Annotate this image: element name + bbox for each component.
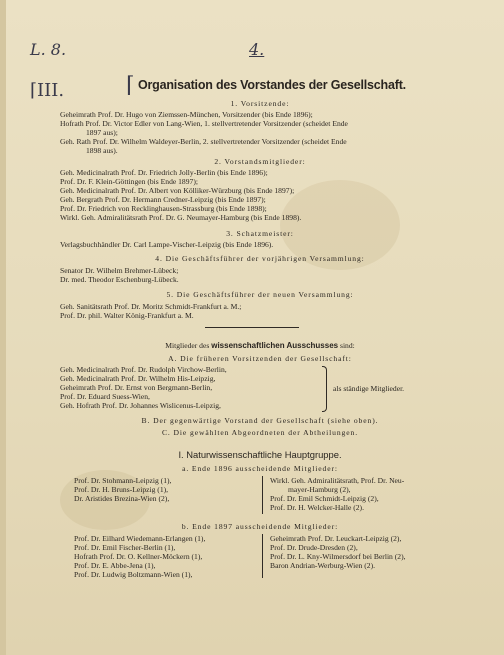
text-line: Geheimrath Prof. Dr. Ernst von Bergmann-Berlin, [60,383,213,393]
column-divider [262,534,263,578]
text-line: Geh. Medicinalrath Prof. Dr. Rudolph Virchow-Berlin, [60,365,227,374]
text-line: Prof. Dr. Stohmann-Leipzig (1), [74,476,172,485]
text-line: Geheimrath Prof. Dr. Leuckart-Leipzig (2), [270,534,402,543]
section-lines-neue [60,302,460,320]
column-divider [262,476,263,514]
text-line: Geh. Rath Prof. Dr. Wilhelm Waldeyer-Berlin, 2. stellvertretender Vorsitzender (scheidet Ende [60,137,347,147]
roman-numeral: III. [37,80,65,101]
group-a-heading: a. Ende 1896 ausscheidende Mitglieder: [182,464,338,473]
text-line: Senator Dr. Wilhelm Brehmer-Lübeck; [60,266,179,275]
text-line: Prof. Dr. Eduard Suess-Wien, [60,392,150,402]
section-heading-neue: 5. Die Geschäftsführer der neuen Versammlung: [166,290,354,299]
margin-bracket: ⌈ [126,73,135,98]
committee-a-lines [60,365,227,410]
text-line: Prof. Dr. Eilhard Wiedemann-Erlangen (1), [74,534,206,543]
margin-mark-top-left: L. 8. [30,40,67,59]
text-line: Prof. Dr. H. Bruns-Leipzig (1), [74,485,169,495]
text-line: Prof. Dr. F. Klein-Göttingen (bis Ende 1897); [60,177,198,187]
intro-text: Mitglieder des [165,341,212,350]
text-line: Geh. Sanitätsrath Prof. Dr. Moritz Schmidt-Frankfurt a. M.; [60,302,242,311]
section-heading-vorjaehrige: 4. Die Geschäftsführer der vorjährigen Versammlung: [155,254,365,263]
text-line: Prof. Dr. phil. Walter König-Frankfurt a. M. [60,311,194,321]
section-heading-vorsitzende: 1. Vorsitzende: [230,99,290,108]
group-b-right [270,534,406,570]
text-line: Wirkl. Geh. Admiralitätsrath, Prof. Dr. Neu- [270,476,405,485]
group-a-right [270,476,404,512]
section-lines-vorjaehrige [60,266,460,284]
text-line: mayer-Hamburg (2), [288,485,351,495]
committee-c-line: C. Die gewählten Abgeordneten der Abtheilungen. [161,428,359,437]
text-line: Prof. Dr. Emil Schmidt-Leipzig (2), [270,494,379,504]
section-lines-vorstandsmitglieder [60,168,460,223]
text-line: Verlagsbuchhändler Dr. Carl Lampe-Vischer-Leipzig (bis Ende 1896). [60,240,274,249]
divider-rule [205,327,299,328]
group-b-heading: b. Ende 1897 ausscheidende Mitglieder: [181,522,339,531]
section-heading-schatzmeister: 3. Schatzmeister: [226,229,294,238]
intro-emphasis: wissenschaftlichen Ausschusses [211,341,339,350]
committee-a-heading: A. Die früheren Vorsitzenden der Gesellschaft: [168,354,352,363]
committee-intro [60,341,460,350]
text-line: Geh. Medicinalrath Prof. Dr. Wilhelm His-Leipzig, [60,374,216,384]
text-line: Prof. Dr. Ludwig Boltzmann-Wien (1), [74,570,193,580]
text-line: Prof. Dr. E. Abbe-Jena (1), [74,561,156,571]
text-line: Prof. Dr. Emil Fischer-Berlin (1), [74,543,176,553]
intro-text: sind: [338,341,355,350]
text-line: Hofrath Prof. Dr. O. Kellner-Möckern (1), [74,552,203,562]
group-a-left [74,476,171,503]
committee-b-line: B. Der gegenwärtige Vorstand der Gesellschaft (siehe oben). [141,416,379,425]
text-line: Geh. Medicinalrath Prof. Dr. Friedrich Jolly-Berlin (bis Ende 1896); [60,168,268,177]
text-line: Geh. Hofrath Prof. Dr. Johannes Wislicenus-Leipzig, [60,401,221,411]
section-lines-vorsitzende [60,110,460,155]
text-line: Hofrath Prof. Dr. Victor Edler von Lang-Wien, 1. stellvertretender Vorsitzender (scheidet Ende [60,119,348,129]
group-heading: I. Naturwissenschaftliche Hauptgruppe. [178,449,342,460]
margin-mark-roman: ⌈III. [30,80,65,101]
text-line: Prof. Dr. H. Welcker-Halle (2). [270,503,364,513]
group-b-left [74,534,205,579]
brace [322,366,327,412]
text-line: Prof. Dr. Drude-Dresden (2), [270,543,358,553]
text-line: Prof. Dr. Friedrich von Recklinghausen-Strassburg (bis Ende 1898); [60,204,267,214]
section-heading-vorstandsmitglieder: 2. Vorstandsmitglieder: [214,157,306,166]
text-line: Prof. Dr. L. Kny-Wilmersdorf bei Berlin (2), [270,552,406,562]
margin-mark-page-number: 4. [249,40,265,59]
text-line: Dr. Aristides Brezina-Wien (2), [74,494,170,504]
page-title: Organisation des Vorstandes der Gesellschaft. [138,78,406,92]
text-line: Dr. med. Theodor Eschenburg-Lübeck. [60,275,179,285]
text-line: Wirkl. Geh. Admiralitätsrath Prof. Dr. G. Neumayer-Hamburg (bis Ende 1898). [60,213,302,223]
text-line: Geh. Medicinalrath Prof. Dr. Albert von Kölliker-Würzburg (bis Ende 1897); [60,186,295,196]
text-line: 1898 aus). [86,146,118,156]
text-line: Geh. Bergrath Prof. Dr. Hermann Credner-Leipzig (bis Ende 1897); [60,195,266,205]
text-line: 1897 aus); [86,128,118,138]
section-lines-schatzmeister [60,240,460,249]
text-line: Geheimrath Prof. Dr. Hugo von Ziemssen-München, Vorsitzender (bis Ende 1896); [60,110,313,119]
text-line: Baron Andrian-Werburg-Wien (2). [270,561,376,571]
committee-a-note: als ständige Mitglieder. [333,384,405,393]
